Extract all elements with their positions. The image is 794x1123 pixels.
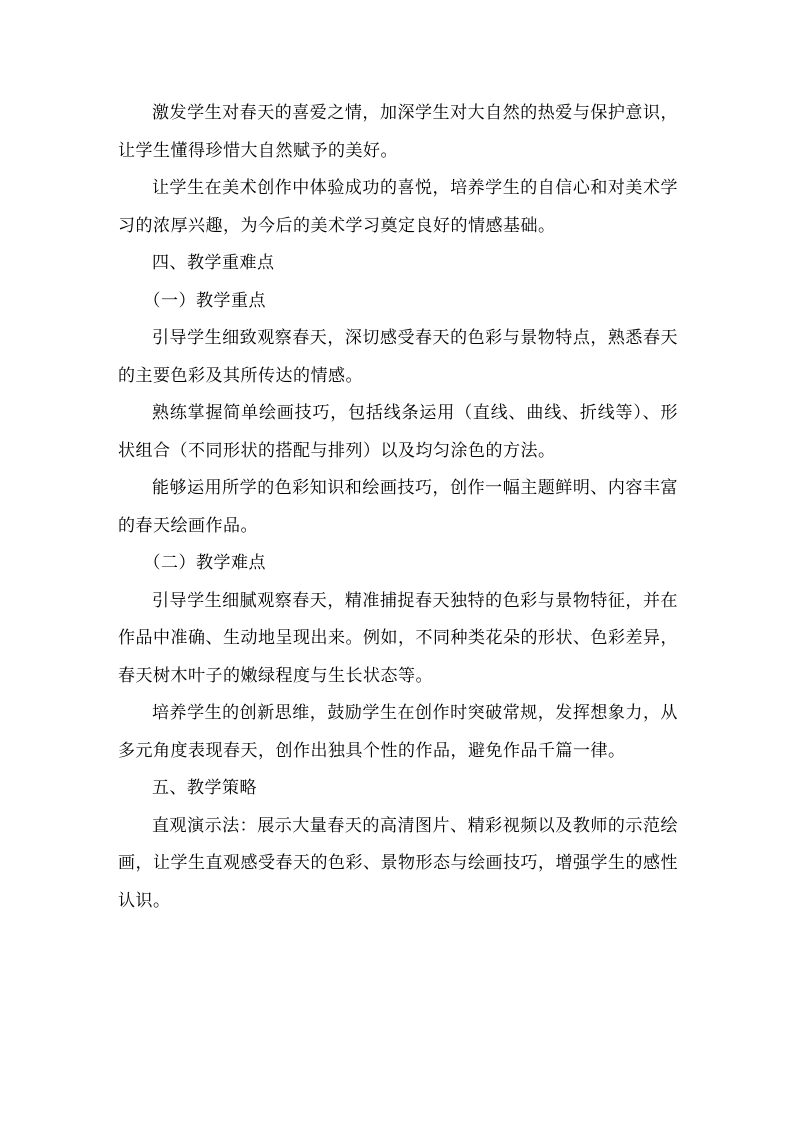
section-heading-teaching-strategy: 五、教学策略: [152, 778, 257, 798]
document-body: [118, 95, 678, 920]
paragraph-key-point-2: 熟练掌握简单绘画技巧，包括线条运用（直线、曲线、折线等）、形状组合（不同形状的搭配与排列）以及均匀涂色的方法。: [118, 403, 678, 461]
paragraph-difficult-point-2: 培养学生的创新思维，鼓励学生在创作时突破常规，发挥想象力，从多元角度表现春天，创作出独具个性的作品，避免作品千篇一律。: [118, 703, 678, 761]
subheading-difficult-points: （二）教学难点: [143, 553, 266, 573]
subheading-key-points: （一）教学重点: [143, 290, 266, 311]
paragraph-emotion-goal-2: 让学生在美术创作中体验成功的喜悦，培养学生的自信心和对美术学习的浓厚兴趣，为今后的美术学习奠定良好的情感基础。: [118, 178, 678, 236]
paragraph-key-point-1: 引导学生细致观察春天，深切感受春天的色彩与景物特点，熟悉春天的主要色彩及其所传达的情感。: [118, 328, 678, 386]
section-heading-key-difficult-points: 四、教学重难点: [152, 253, 275, 273]
paragraph-key-point-3: 能够运用所学的色彩知识和绘画技巧，创作一幅主题鲜明、内容丰富的春天绘画作品。: [118, 478, 678, 536]
paragraph-difficult-point-1: 引导学生细腻观察春天，精准捕捉春天独特的色彩与景物特征，并在作品中准确、生动地呈现出来。例如，不同种类花朵的形状、色彩差异，春天树木叶子的嫩绿程度与生长状态等。: [118, 590, 678, 686]
paragraph-strategy-demonstration: 直观演示法：展示大量春天的高清图片、精彩视频以及教师的示范绘画，让学生直观感受春天的色彩、景物形态与绘画技巧，增强学生的感性认识。: [118, 815, 678, 911]
paragraph-emotion-goal-1: 激发学生对春天的喜爱之情，加深学生对大自然的热爱与保护意识，让学生懂得珍惜大自然赋予的美好。: [118, 103, 678, 161]
